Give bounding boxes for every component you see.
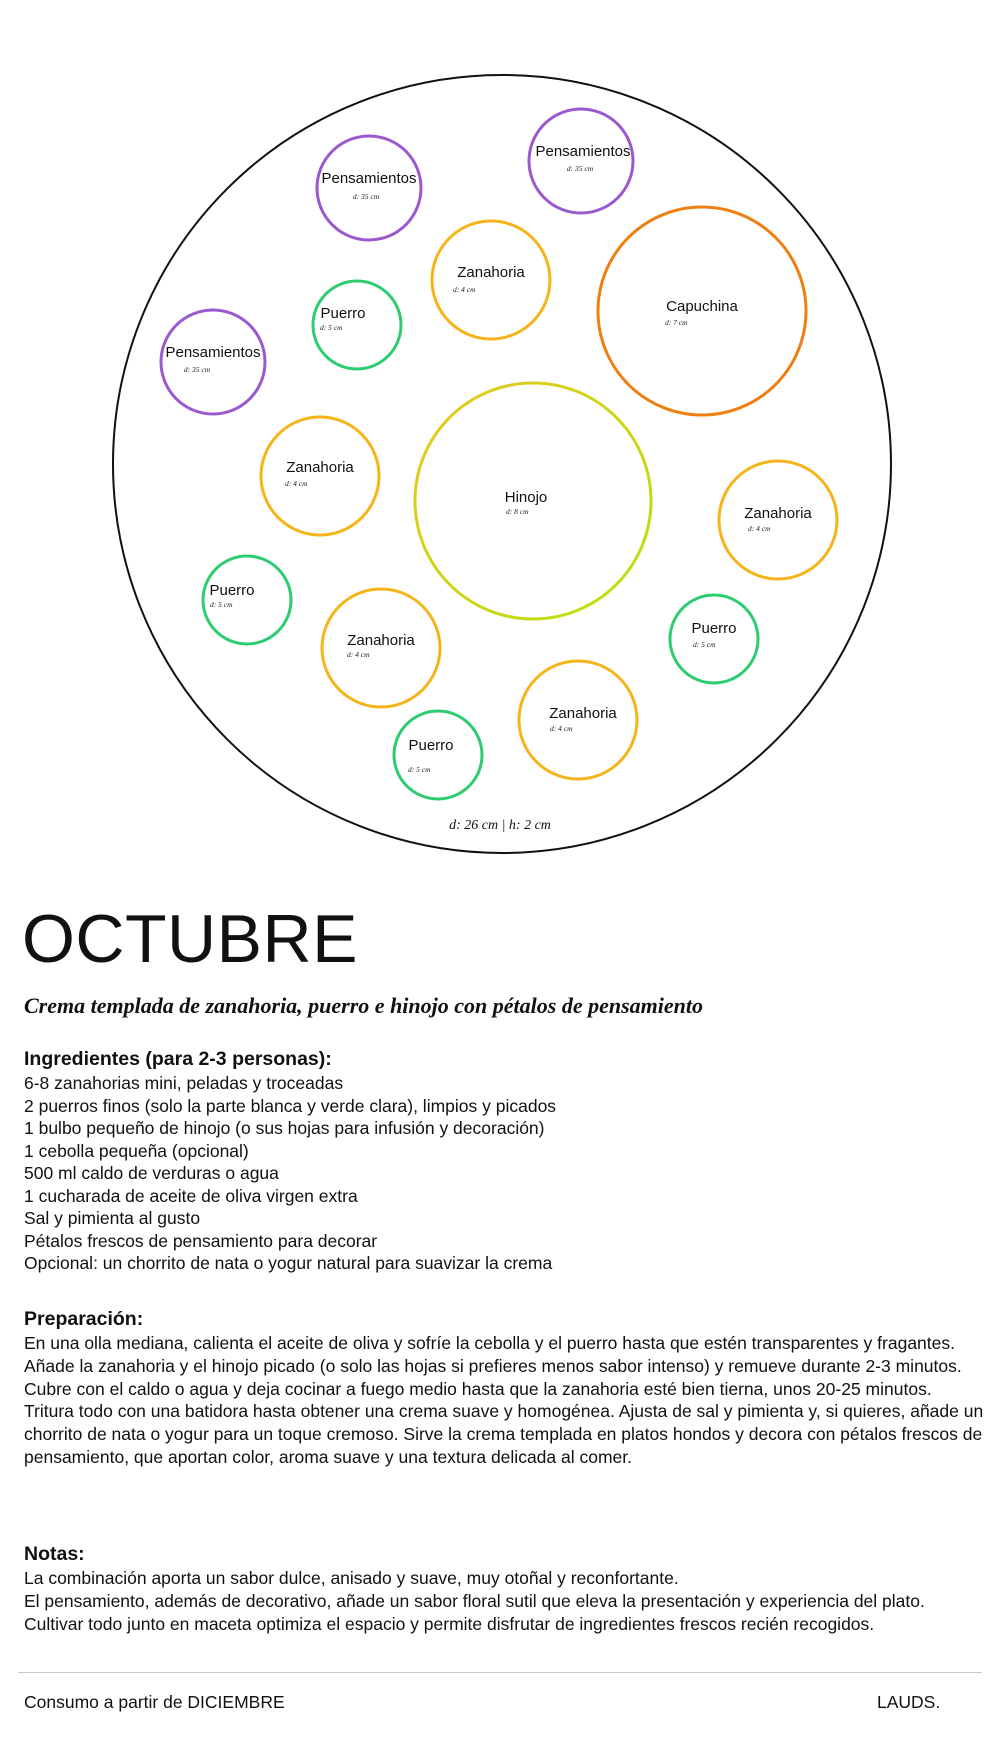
ingredient-item: 500 ml caldo de verduras o agua — [24, 1163, 279, 1183]
plant-zanahoria — [261, 417, 379, 535]
notes-heading: Notas: — [24, 1543, 85, 1565]
ingredient-item: Pétalos frescos de pensamiento para decorar — [24, 1230, 378, 1251]
plant-name-label: Puerro — [209, 582, 255, 599]
plant-name-label: Zanahoria — [286, 459, 354, 476]
plant-name-label: Pensamientos — [321, 170, 417, 187]
ingredient-item: 6-8 zanahorias mini, peladas y troceadas — [24, 1073, 344, 1093]
plant-name-label: Zanahoria — [347, 632, 415, 649]
plant-name-label: Capuchina — [666, 298, 738, 315]
note-item: Cultivar todo junto en maceta optimiza el espacio y permite disfrutar de ingredientes frescos recién recogidos. — [24, 1613, 875, 1634]
plant-circle — [529, 109, 633, 213]
ingredients-list — [24, 1072, 984, 1275]
plant-diameter-label: d: 5 cm — [408, 765, 431, 774]
plant-puerro — [203, 556, 291, 644]
ingredient-item: Opcional: un chorrito de nata o yogur natural para suavizar la crema — [24, 1253, 553, 1273]
plant-pensamientos — [161, 310, 265, 414]
footer-divider — [18, 1672, 982, 1673]
plant-zanahoria — [432, 221, 550, 339]
pot-dimensions-label: d: 26 cm | h: 2 cm — [449, 818, 551, 833]
month-title: OCTUBRE — [22, 901, 358, 977]
plant-name-label: Puerro — [408, 737, 454, 754]
plant-circle — [317, 136, 421, 240]
plant-name-label: Puerro — [320, 305, 366, 322]
recipe-title: Crema templada de zanahoria, puerro e hinojo con pétalos de pensamiento — [24, 993, 703, 1018]
plant-diameter-label: d: 35 cm — [352, 192, 380, 201]
plant-circle — [261, 417, 379, 535]
note-item: La combinación aporta un sabor dulce, anisado y suave, muy otoñal y reconfortante. — [24, 1568, 679, 1588]
ingredient-item: 1 cebolla pequeña (opcional) — [24, 1140, 249, 1161]
ingredients-heading: Ingredientes (para 2-3 personas): — [24, 1048, 332, 1070]
plant-name-label: Puerro — [691, 620, 737, 637]
preparation-heading: Preparación: — [24, 1308, 144, 1330]
plant-name-label: Zanahoria — [549, 705, 617, 722]
plant-diameter-label: d: 4 cm — [347, 650, 370, 659]
consumption-note: Consumo a partir de DICIEMBRE — [24, 1692, 285, 1712]
plant-diameter-label: d: 35 cm — [566, 164, 594, 173]
plant-circle — [161, 310, 265, 414]
plant-capuchina — [598, 207, 806, 415]
plant-diameter-label: d: 35 cm — [183, 365, 211, 374]
notes-section — [24, 1542, 984, 1635]
plant-name-label: Zanahoria — [457, 264, 525, 281]
plant-zanahoria — [719, 461, 837, 579]
plant-zanahoria — [322, 589, 440, 707]
plant-diameter-label: d: 4 cm — [550, 724, 573, 733]
plant-puerro — [394, 711, 482, 799]
ingredients-section — [24, 1047, 984, 1275]
plant-zanahoria — [519, 661, 637, 779]
plant-diameter-label: d: 4 cm — [748, 524, 771, 533]
plant-puerro — [313, 281, 401, 369]
plant-diameter-label: d: 5 cm — [320, 323, 343, 332]
plant-diameter-label: d: 5 cm — [210, 600, 233, 609]
ingredient-item: Sal y pimienta al gusto — [24, 1208, 201, 1228]
plant-hinojo — [415, 383, 651, 619]
plant-diameter-label: d: 5 cm — [693, 640, 716, 649]
note-item: El pensamiento, además de decorativo, añade un sabor floral sutil que eleva la presentación y experiencia del plato. — [24, 1590, 925, 1611]
plant-diameter-label: d: 7 cm — [665, 318, 688, 327]
plant-name-label: Pensamientos — [535, 143, 631, 160]
preparation-text: En una olla mediana, calienta el aceite de oliva y sofríe la cebolla y el puerro hasta que estén transparentes y fragantes. Añade la zanahoria y el hinojo picado (o solo las hojas si prefieres menos sabor intenso) y remueve durante 2-3 minutos. Cubre con el caldo o agua y deja cocinar a fuego medio hasta que la zanahoria esté bien tierna, unos 20-25 minutos. Tritura todo con una batidora hasta obtener una crema suave y homogénea. Ajusta de sal y pimienta y, si quieres, añade un chorrito de nata o yogur para un toque cremoso. Sirve la crema templada en platos hondos y decora con pétalos frescos de pensamiento, que aportan color, aroma suave y una textura delicada al comer. — [24, 1333, 984, 1467]
ingredient-item: 1 cucharada de aceite de oliva virgen extra — [24, 1185, 358, 1206]
plant-puerro — [670, 595, 758, 683]
plant-diameter-label: d: 4 cm — [453, 285, 476, 294]
plant-diameter-label: d: 4 cm — [285, 479, 308, 488]
plant-circle — [394, 711, 482, 799]
ingredient-item: 2 puerros finos (solo la parte blanca y verde clara), limpios y picados — [24, 1095, 557, 1116]
plant-name-label: Pensamientos — [165, 344, 261, 361]
preparation-section — [24, 1307, 984, 1469]
plant-pensamientos — [529, 109, 633, 213]
pot-outline — [113, 75, 891, 853]
plant-circle — [670, 595, 758, 683]
brand-label: LAUDS. — [877, 1692, 941, 1712]
plant-name-label: Zanahoria — [744, 505, 812, 522]
ingredient-item: 1 bulbo pequeño de hinojo (o sus hojas para infusión y decoración) — [24, 1118, 545, 1138]
plant-diameter-label: d: 8 cm — [506, 507, 529, 516]
plant-pensamientos — [317, 136, 421, 240]
plant-name-label: Hinojo — [504, 489, 548, 506]
plants-layer — [161, 109, 837, 799]
